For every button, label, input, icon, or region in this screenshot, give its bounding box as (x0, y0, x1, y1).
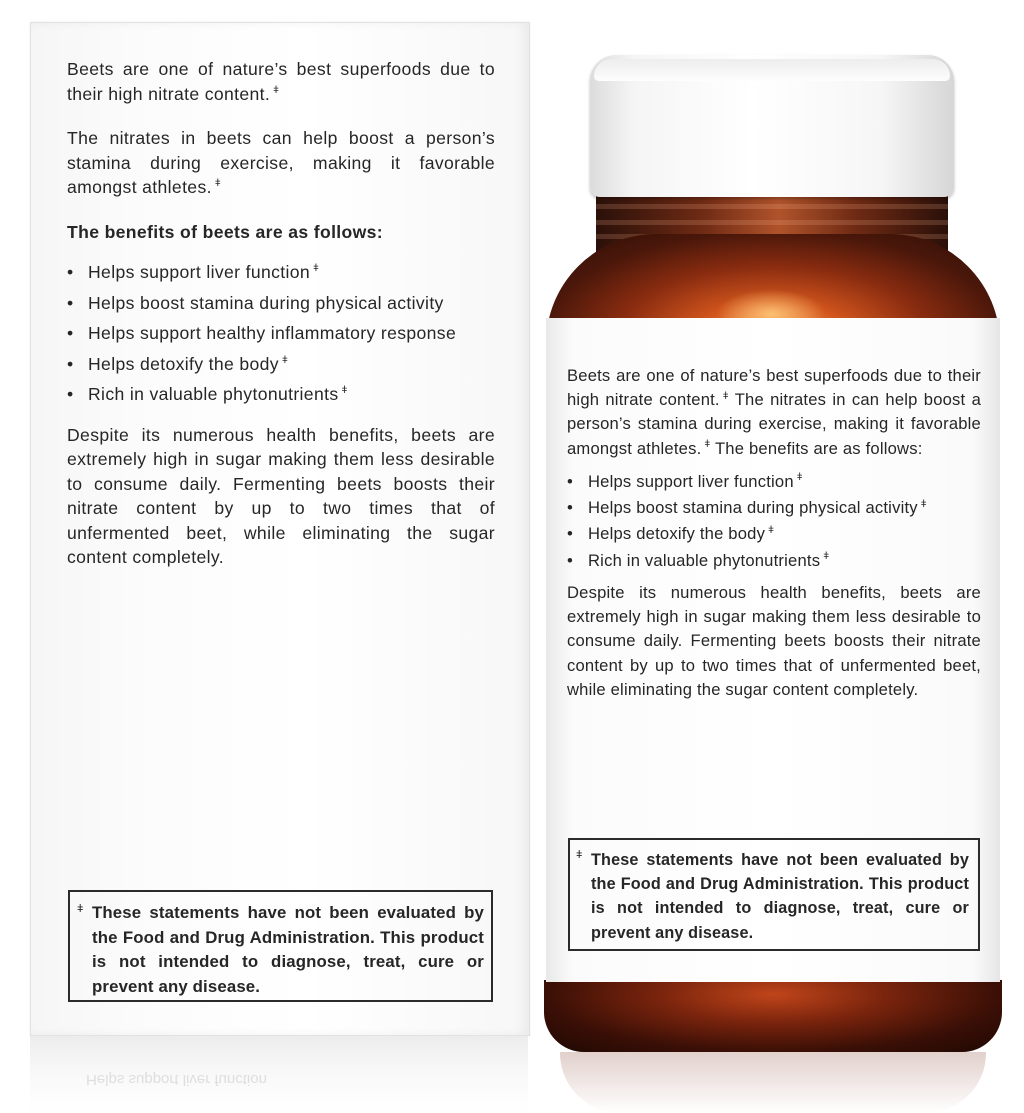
box-disclaimer-text: These statements have not been evaluated by the Food and Drug Administration. This product is not intended to diagnose, treat, cure or prevent any disease. (92, 903, 484, 996)
list-item: • Helps boost stamina during physical activity $^ǂ$ (567, 498, 927, 518)
bottle-cap (590, 55, 954, 197)
dagger-mark: ǂ (576, 849, 583, 861)
label-paragraph-2: Despite its numerous health benefits, beets are extremely high in sugar making them less desirable to consume daily. Fermenting beets boosts their nitrate content by up to two times that of unfermented beet, while eliminating the sugar content completely. (567, 583, 981, 699)
box-benefits-list (67, 257, 495, 410)
box-paragraph-3: Despite its numerous health benefits, beets are extremely high in sugar making them less desirable to consume daily. Fermenting beets boosts their nitrate content by up to two times that of unfermented beet, while eliminating the sugar content completely. (67, 424, 495, 567)
list-item: • Helps support healthy inflammatory response (67, 323, 457, 343)
list-item: • Helps boost stamina during physical activity (67, 292, 444, 313)
list-item: • Rich in valuable phytonutrients $^ǂ$ (567, 550, 830, 570)
box-benefits-heading: The benefits of beets are as follows: (67, 221, 384, 242)
label-disclaimer-text: These statements have not been evaluated by the Food and Drug Administration. This product is not intended to diagnose, treat, cure or prevent any disease. (591, 851, 969, 942)
box-reflection (30, 1036, 528, 1113)
label-disclaimer (568, 838, 980, 951)
label-copy (567, 364, 981, 710)
box-copy (67, 57, 495, 590)
neck-thread (596, 204, 948, 209)
list-item: • Helps detoxify the body $^ǂ$ (67, 353, 289, 374)
bottle-base (544, 980, 1002, 1052)
list-item: • Helps support liver function $^ǂ$ (67, 262, 320, 282)
bottle-reflection (560, 1052, 986, 1113)
list-item: • Helps detoxify the body $^ǂ$ (567, 524, 775, 544)
label-benefits-list (567, 469, 981, 574)
dagger-mark: ǂ (77, 903, 84, 915)
list-item: • Helps support liver function $^ǂ$ (567, 471, 803, 491)
list-item: • Rich in valuable phytonutrients $^ǂ$ (67, 384, 348, 404)
product-box (30, 22, 530, 1036)
cap-rim (594, 59, 950, 81)
bottle-label (546, 318, 1000, 982)
box-paragraph-2: The nitrates in beets can help boost a person’s stamina during exercise, making it favorable amongst athletes. $^ǂ$ (67, 128, 495, 197)
box-intro: Beets are one of nature’s best superfoods due to their high nitrate content. $^ǂ$ (67, 59, 495, 104)
label-intro: Beets are one of nature’s best superfoods due to their high nitrate content. $^ǂ$ The nitrates in can help boost a person’s stamina during exercise, making it favorable amongst athletes. $^ǂ$ The benefits are as follows: (567, 366, 981, 458)
box-reflection-text: Helps support liver function (86, 1071, 267, 1088)
neck-thread (596, 220, 948, 225)
box-disclaimer (68, 890, 493, 1002)
